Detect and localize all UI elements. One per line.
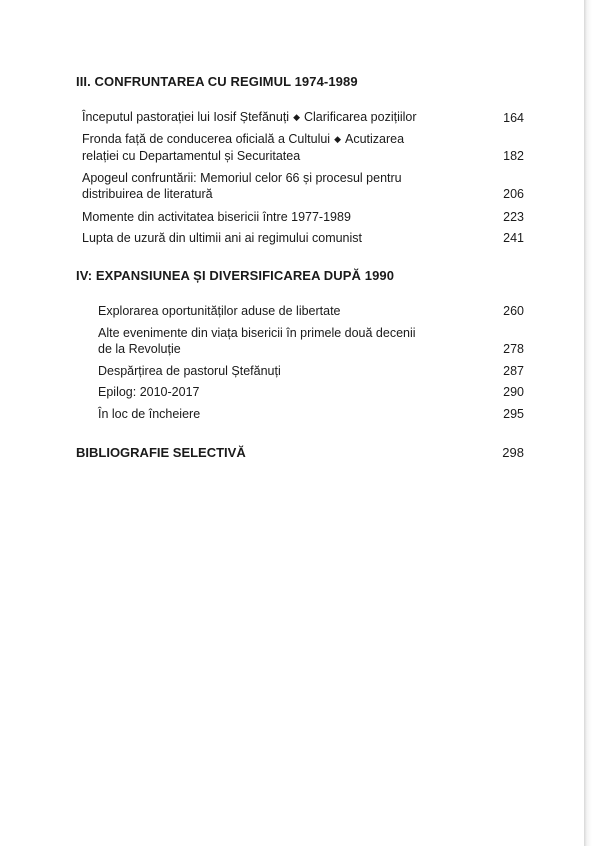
entry-title-line: Apogeul confruntării: Memoriul celor 66 și procesul pentru bbox=[82, 171, 402, 185]
toc-entry-bibliography[interactable] bbox=[76, 445, 524, 461]
page-number: 290 bbox=[503, 385, 524, 399]
entry-title-line: de la Revoluție bbox=[98, 342, 181, 356]
toc-entry[interactable] bbox=[82, 209, 524, 225]
section-heading-iv: IV: EXPANSIUNEA ȘI DIVERSIFICAREA DUPĂ 1990 bbox=[76, 268, 395, 283]
entry-title-line: În loc de încheiere bbox=[98, 407, 201, 421]
toc-entry[interactable] bbox=[82, 109, 524, 126]
page-number: 260 bbox=[503, 304, 524, 318]
page-number: 241 bbox=[503, 231, 524, 245]
bibliography-title: BIBLIOGRAFIE SELECTIVĂ bbox=[76, 445, 246, 460]
page-number: 223 bbox=[503, 210, 524, 224]
section-heading-iii: III. CONFRUNTAREA CU REGIMUL 1974-1989 bbox=[76, 74, 358, 89]
entry-title-line: Alte evenimente din viața bisericii în primele două decenii bbox=[98, 326, 416, 340]
toc-entry[interactable] bbox=[82, 170, 524, 202]
entry-title-line: Despărțirea de pastorul Ștefănuți bbox=[98, 364, 281, 378]
entry-title-line: distribuirea de literatură bbox=[82, 187, 213, 201]
entry-title-line: Epilog: 2010-2017 bbox=[98, 385, 200, 399]
diamond-bullet-icon: ◆ bbox=[334, 134, 341, 144]
entry-title-line: Lupta de uzură din ultimii ani ai regimului comunist bbox=[82, 231, 363, 245]
entry-title-part: Clarificarea pozițiilor bbox=[304, 110, 417, 124]
page-number: 278 bbox=[503, 342, 524, 356]
page-number: 287 bbox=[503, 364, 524, 378]
page-number: 295 bbox=[503, 407, 524, 421]
page-number: 206 bbox=[503, 187, 524, 201]
entry-title-line: Momente din activitatea bisericii între 1977-1989 bbox=[82, 210, 351, 224]
toc-entry[interactable] bbox=[82, 131, 524, 164]
toc-entry[interactable] bbox=[98, 363, 524, 379]
entry-title-line: relației cu Departamentul și Securitatea bbox=[82, 149, 301, 163]
toc-entry[interactable] bbox=[98, 325, 524, 357]
entry-title-part: Acutizarea bbox=[345, 132, 405, 146]
diamond-bullet-icon: ◆ bbox=[293, 112, 300, 122]
toc-entry[interactable] bbox=[98, 303, 524, 319]
toc-entry[interactable] bbox=[82, 230, 524, 246]
entry-title-part: Fronda față de conducerea oficială a Cultului bbox=[82, 132, 331, 146]
page-number: 182 bbox=[503, 149, 524, 163]
page-number: 164 bbox=[503, 111, 524, 125]
entry-title-part: Începutul pastorației lui Iosif Ștefănuți bbox=[82, 110, 290, 124]
toc-entry[interactable] bbox=[98, 384, 524, 400]
page-edge-shadow bbox=[584, 0, 600, 846]
page-number: 298 bbox=[502, 445, 524, 460]
entry-title-line: Explorarea oportunităților aduse de libertate bbox=[98, 304, 341, 318]
toc-entry[interactable] bbox=[98, 406, 524, 422]
